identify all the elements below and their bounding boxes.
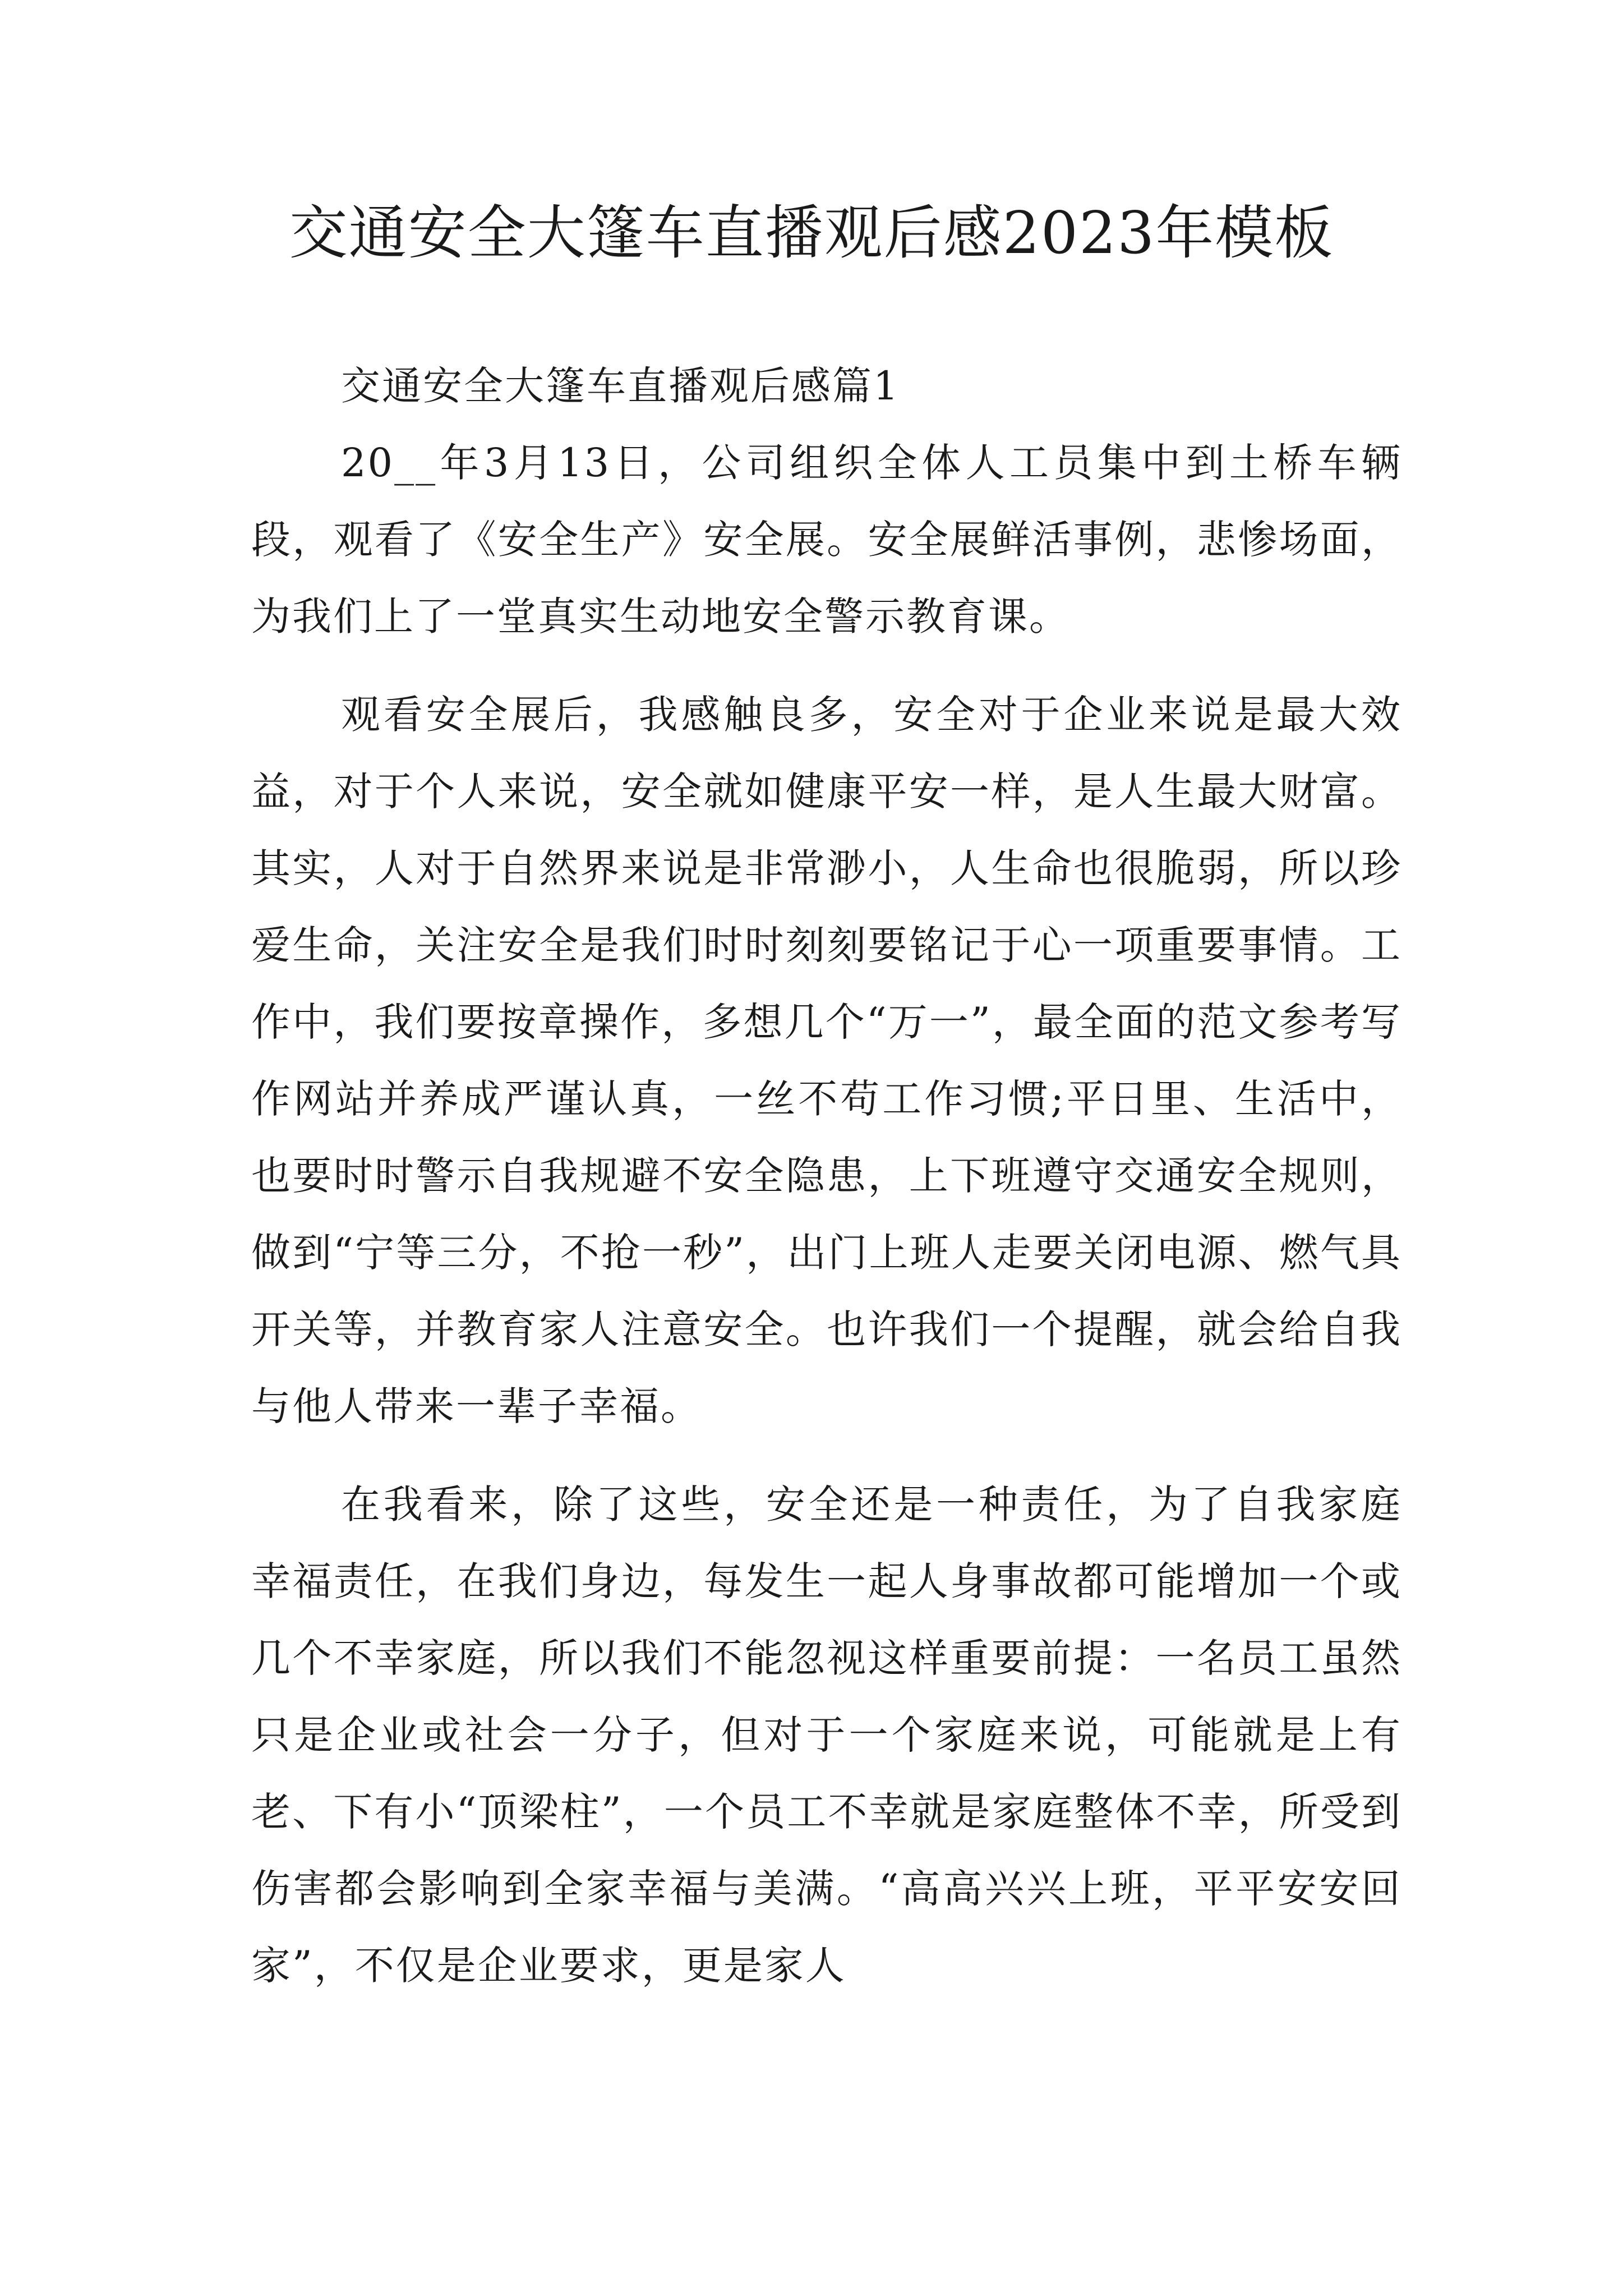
document-title: 交通安全大篷车直播观后感2023年模板 <box>289 199 1334 267</box>
paragraph-3: 在我看来，除了这些，安全还是一种责任，为了自我家庭幸福责任，在我们身边，每发生一起人身事故都可能增加一个或几个不幸家庭，所以我们不能忽视这样重要前提：一名员工虽然只是企业或社会一分子，但对于一个家庭来说，可能就是上有老、下有小“顶梁柱”，一个员工不幸就是家庭整体不幸，所受到伤害都会影响到全家幸福与美满。“高高兴兴上班，平平安安回家”，不仅是企业要求，更是家人 <box>251 1481 1402 1989</box>
document-body <box>251 348 1402 2004</box>
section-heading: 交通安全大篷车直播观后感篇1 <box>341 363 900 409</box>
paragraph-2: 观看安全展后，我感触良多，安全对于企业来说是最大效益，对于个人来说，安全就如健康平安一样，是人生最大财富。其实，人对于自然界来说是非常渺小，人生命也很脆弱，所以珍爱生命，关注安全是我们时时刻刻要铭记于心一项重要事情。工作中，我们要按章操作，多想几个“万一”，最全面的范文参考写作网站并养成严谨认真，一丝不苟工作习惯;平日里、生活中，也要时时警示自我规避不安全隐患，上下班遵守交通安全规则，做到“宁等三分，不抢一秒”，出门上班人走要关闭电源、燃气具开关等，并教育家人注意安全。也许我们一个提醒，就会给自我与他人带来一辈子幸福。 <box>251 692 1402 1429</box>
paragraph-1: 20__年3月13日，公司组织全体人工员集中到土桥车辆段，观看了《安全生产》安全展。安全展鲜活事例，悲惨场面，为我们上了一堂真实生动地安全警示教育课。 <box>251 440 1402 639</box>
